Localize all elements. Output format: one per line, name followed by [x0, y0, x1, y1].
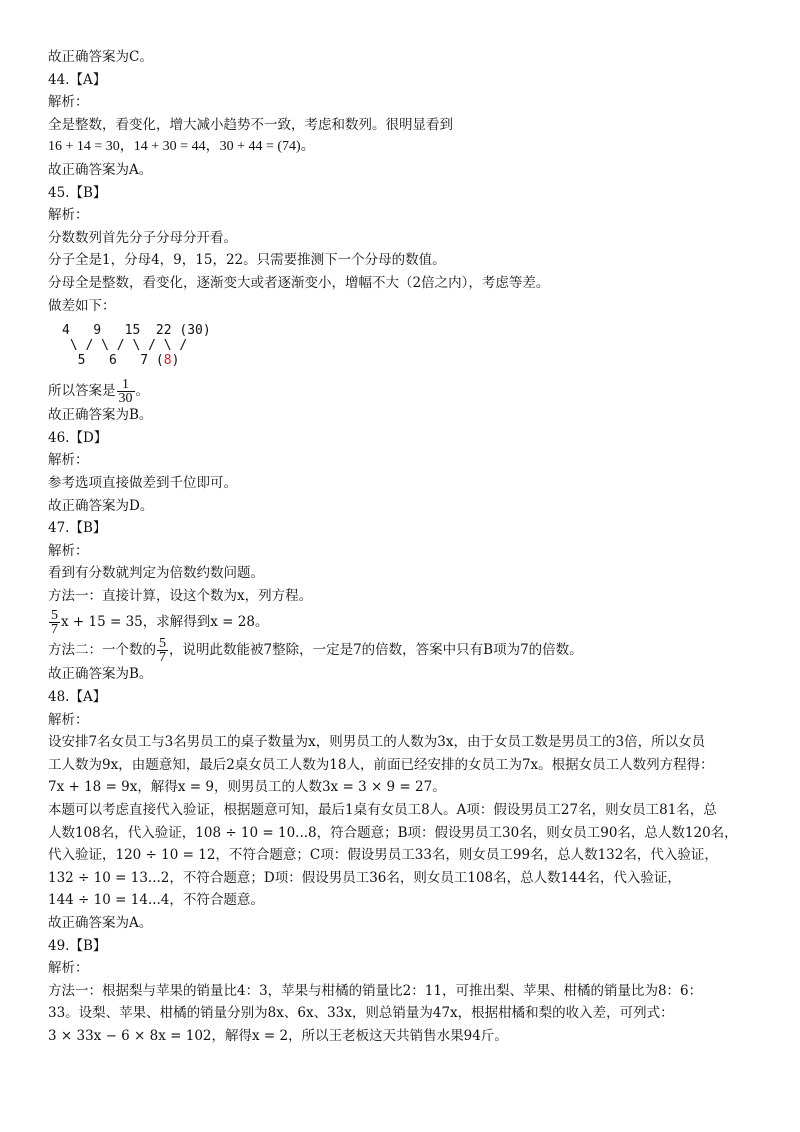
text-span: 。 [135, 383, 149, 400]
difference-diagram [62, 323, 758, 368]
diagram-row-bottom: 5 6 7 ( [62, 353, 164, 369]
fraction-numerator: 5 [159, 636, 166, 652]
text-line: 解析： [48, 94, 89, 111]
text-line: 方法一：直接计算，设这个数为x，列方程。 [48, 587, 313, 604]
text-line: 解析： [48, 960, 89, 977]
fraction-denominator: 7 [159, 650, 166, 666]
document-page [48, 46, 758, 1048]
fraction [49, 609, 60, 636]
text-line: 方法一：根据梨与苹果的销量比4：3，苹果与柑橘的销量比2：11，可推出梨、苹果、柑橘的销量比为8：6： [48, 982, 703, 999]
text-line: 144 ÷ 10 = 14...4，不符合题意。 [48, 892, 264, 909]
text-span: x + 15 = 35，求解得到x = 28。 [61, 614, 269, 631]
text-line: 参考选项直接做差到千位即可。 [48, 474, 237, 491]
text-line: 设安排7名女员工与3名男员工的桌子数量为x，则男员工的人数为3x，由于女员工数是男员工的3倍，所以女员 [48, 734, 706, 751]
text-line: 代入验证，120 ÷ 10 = 12，不符合题意；C项：假设男员工33名，则女员工99名，总人数132名，代入验证， [48, 847, 718, 864]
text-line: 故正确答案为C。 [48, 49, 153, 65]
diagram-highlight: 8 [163, 353, 172, 369]
fraction-numerator: 1 [122, 377, 129, 393]
equation-line: 16 + 14 = 30，14 + 30 = 44，30 + 44 = (74)。 [48, 139, 315, 155]
text-line: 故正确答案为A。 [48, 161, 153, 178]
text-span: 所以答案是 [48, 383, 116, 400]
question-header-44: 44.【A】 [48, 71, 107, 88]
fraction-denominator: 30 [118, 391, 133, 407]
text-span: ，说明此数能被7整除，一定是7的倍数，答案中只有B项为7的倍数。 [169, 642, 583, 659]
question-header-48: 48.【A】 [48, 689, 107, 706]
diagram-row-slashes: \ / \ / \ / \ / [62, 338, 188, 354]
text-line: 全是整数，看变化，增大减小趋势不一致，考虑和数列。很明显看到 [48, 116, 453, 133]
equation-line: 3 × 33x − 6 × 8x = 102，解得x = 2，所以王老板这天共销售水果94斤。 [48, 1027, 508, 1044]
text-line: 故正确答案为A。 [48, 915, 153, 931]
text-line: 故正确答案为D。 [48, 497, 154, 514]
text-line: 解析： [48, 711, 89, 728]
text-line: 本题可以考虑直接代入验证，根据题意可知，最后1桌有女员工8人。A项：假设男员工27名，则女员工81名，总 [48, 802, 717, 819]
text-line: 解析： [48, 542, 89, 559]
question-header-46: 46.【D】 [48, 429, 108, 446]
question-header-45: 45.【B】 [48, 184, 107, 201]
text-line: 解析： [48, 207, 89, 224]
question-header-49: 49.【B】 [48, 937, 107, 954]
text-line: 人数108名，代入验证，108 ÷ 10 = 10...8，符合题意；B项：假设男员工30名，则女员工90名，总人数120名， [48, 824, 738, 841]
text-span: 方法二：一个数的 [48, 642, 156, 659]
text-line: 故正确答案为B。 [48, 666, 153, 683]
text-line: 分数数列首先分子分母分开看。 [48, 229, 237, 246]
text-line: 分母全是整数，看变化，逐渐变大或者逐渐变小，增幅不大（2倍之内），考虑等差。 [48, 274, 550, 291]
equation-line [48, 607, 758, 638]
text-line [48, 635, 758, 666]
text-line [48, 376, 758, 407]
diagram-row-bottom-end: ) [171, 353, 180, 369]
text-line: 解析： [48, 452, 89, 469]
text-line: 做差如下： [48, 297, 116, 314]
text-line: 看到有分数就判定为倍数约数问题。 [48, 565, 264, 582]
fraction [157, 637, 168, 664]
fraction-denominator: 7 [51, 622, 58, 638]
text-line: 132 ÷ 10 = 13...2，不符合题意；D项：假设男员工36名，则女员工108名，总人数144名，代入验证， [48, 869, 681, 886]
diagram-row-top: 4 9 15 22 (30) [62, 323, 211, 339]
question-header-47: 47.【B】 [48, 520, 107, 537]
text-line: 工人数为9x，由题意知，最后2桌女员工人数为18人，前面已经安排的女员工为7x。根据女员工人数列方程得： [48, 756, 714, 773]
text-line: 33。设梨、苹果、柑橘的销量分别为8x、6x、33x，则总销量为47x，根据柑橘和梨的收入差，可列式： [48, 1005, 674, 1022]
fraction [117, 378, 135, 405]
text-line: 故正确答案为B。 [48, 407, 153, 424]
fraction-numerator: 5 [51, 608, 58, 624]
text-line: 分子全是1，分母4，9，15，22。只需要推测下一个分母的数值。 [48, 252, 446, 269]
equation-line: 7x + 18 = 9x，解得x = 9，则男员工的人数3x = 3 × 9 = 27。 [48, 779, 446, 796]
